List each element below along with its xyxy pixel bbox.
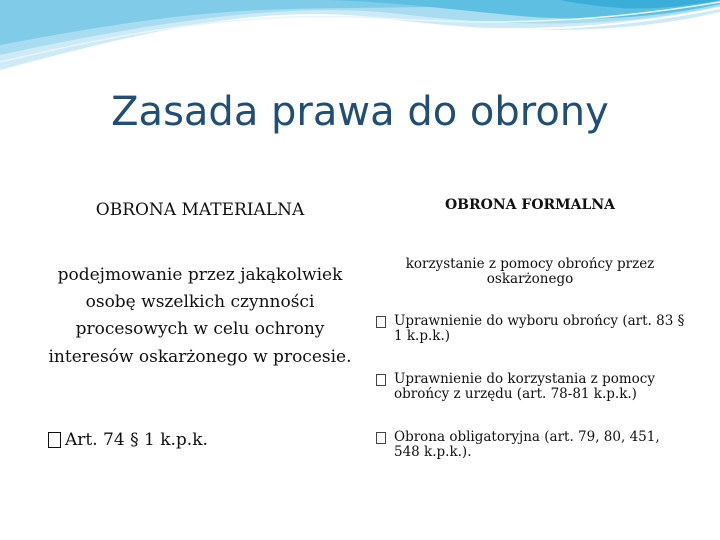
- list-item: [376, 314, 688, 372]
- left-article-text: Art. 74 § 1 k.p.k.: [65, 430, 208, 450]
- square-box-icon: [376, 316, 386, 328]
- left-column-heading: OBRONA MATERIALNA: [95, 200, 305, 220]
- list-item: [376, 430, 688, 488]
- right-column-heading: OBRONA FORMALNA: [444, 197, 616, 213]
- right-bullet-list: [376, 314, 688, 488]
- list-item-text: Obrona obligatoryjna (art. 79, 80, 451, 548 k.p.k.).: [394, 429, 660, 461]
- list-item-text: Uprawnienie do korzystania z pomocy obrońcy z urzędu (art. 78-81 k.p.k.): [394, 371, 655, 403]
- header-wave-decoration: [0, 0, 720, 90]
- square-box-icon: [48, 432, 61, 448]
- left-column-body: podejmowanie przez jakąkolwiek osobę wszelkich czynności procesowych w celu ochrony interesów oskarżonego w procesie.: [48, 265, 352, 367]
- square-box-icon: [376, 432, 386, 444]
- square-box-icon: [376, 374, 386, 386]
- list-item-text: Uprawnienie do wyboru obrońcy (art. 83 § 1 k.p.k.): [394, 313, 685, 345]
- right-column-intro: korzystanie z pomocy obrońcy przez oskarżonego: [405, 256, 655, 288]
- slide-title: Zasada prawa do obrony: [111, 89, 609, 135]
- list-item: [376, 372, 688, 430]
- left-article-reference: [48, 430, 308, 450]
